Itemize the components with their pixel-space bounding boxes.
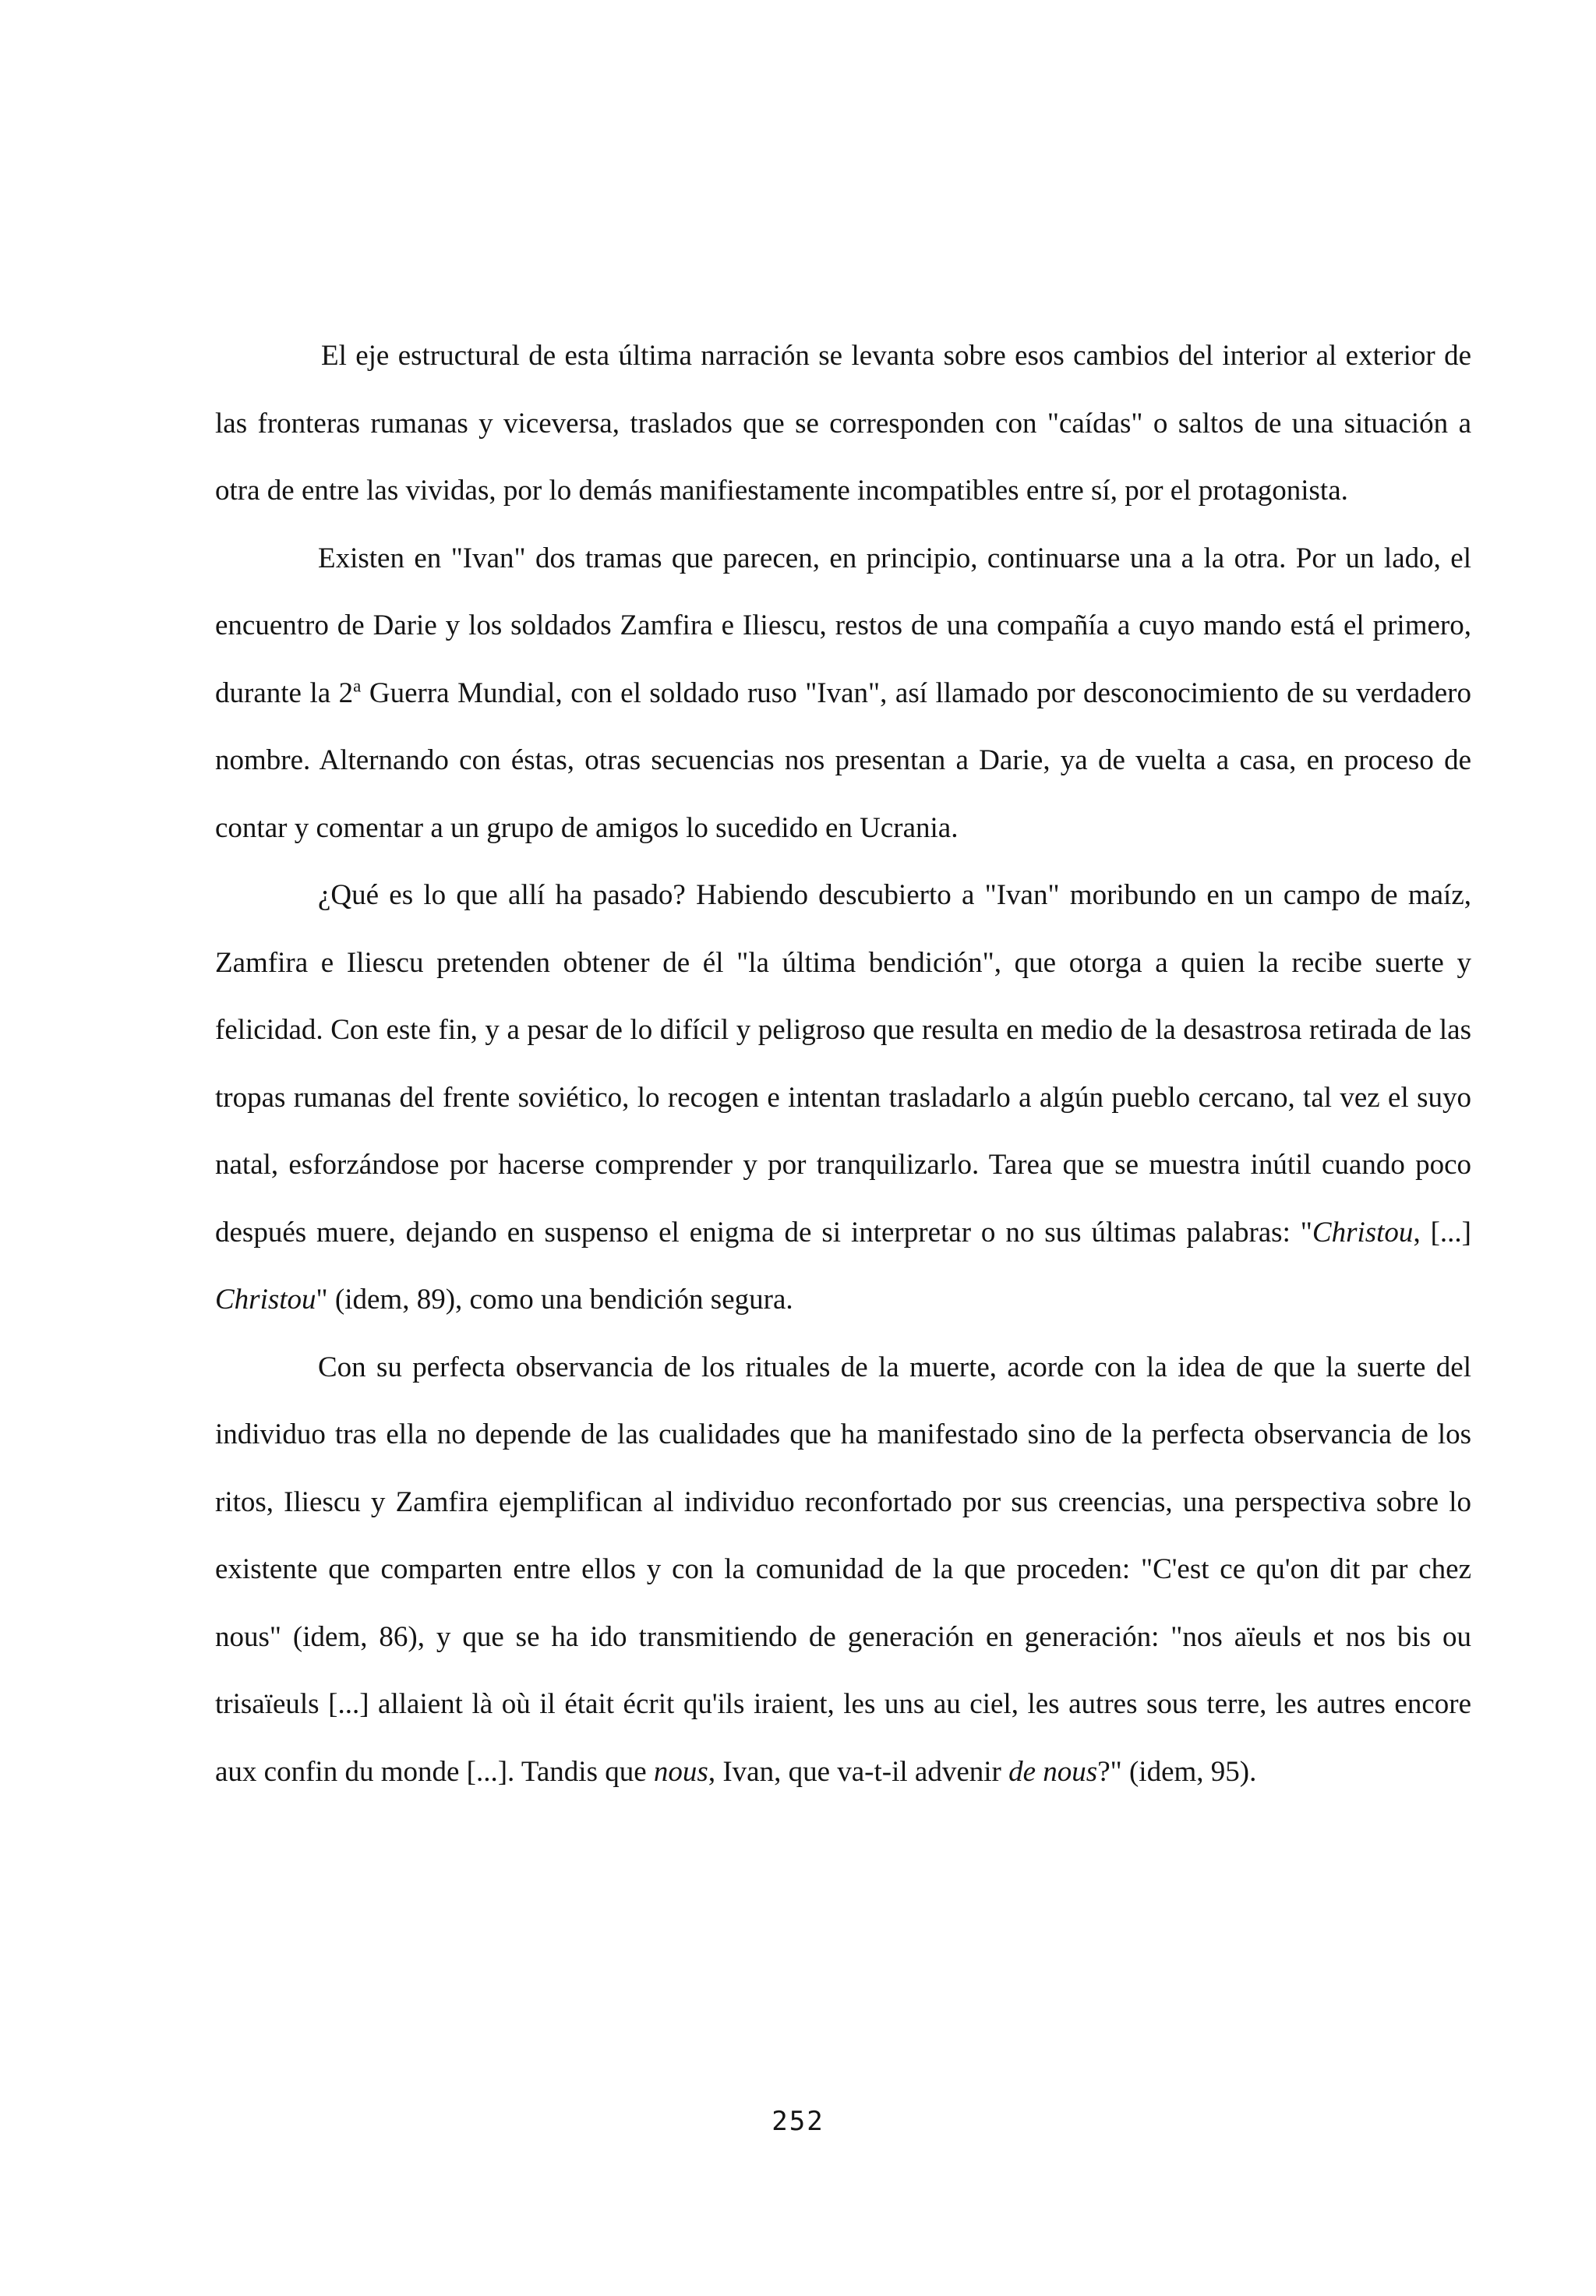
body-text	[215, 323, 1471, 1806]
paragraph-2-text-a: Existen en "Ivan" dos tramas que parecen, en principio, continuarse una a la otra. Por un lado, el encuentro de Darie y los soldados Zamfira e Iliescu, restos de una compañía a cuyo mando está el primero, durante la 2	[215, 542, 1471, 709]
quote-italic-de-nous: de nous	[1008, 1755, 1098, 1788]
paragraph-4-text-b: , Ivan, que va-t-il advenir	[708, 1755, 1009, 1788]
paragraph-4-text-c: ?" (idem, 95).	[1097, 1755, 1257, 1788]
page-number: 252	[772, 2106, 824, 2137]
quote-italic-2: Christou	[215, 1284, 316, 1316]
quote-italic-1: Christou	[1312, 1216, 1414, 1249]
paragraph-3-text-a: ¿Qué es lo que allí ha pasado? Habiendo descubierto a "Ivan" moribundo en un campo de maíz, Zamfira e Iliescu pretenden obtener de él "la última bendición", que otorga a quien la recibe suerte y felicidad. Con este fin, y a pesar de lo difícil y peligroso que resulta en medio de la desastrosa retirada de las tropas rumanas del frente soviético, lo recogen e intentan trasladarlo a algún pueblo cercano, tal vez el suyo natal, esforzándose por hacerse comprender y por tranquilizarlo. Tarea que se muestra inútil cuando poco después muere, dejando en suspenso el enigma de si interpretar o no sus últimas palabras: "	[215, 879, 1471, 1249]
paragraph-3-text-c: " (idem, 89), como una bendición segura.	[316, 1284, 793, 1316]
paragraph-1-text: El eje estructural de esta última narración se levanta sobre esos cambios del interior al exterior de las fronteras rumanas y viceversa, traslados que se corresponden con "caídas" o saltos de una situación a otra de entre las vividas, por lo demás manifiestamente incompatibles entre sí, por el protagonista.	[215, 340, 1471, 507]
paragraph-3-text-b: , [...]	[1413, 1216, 1471, 1249]
paragraph-1	[215, 323, 1471, 525]
paragraph-4	[215, 1334, 1471, 1807]
paragraph-4-text-a: Con su perfecta observancia de los rituales de la muerte, acorde con la idea de que la suerte del individuo tras ella no depende de las cualidades que ha manifestado sino de la perfecta observancia de los ritos, Iliescu y Zamfira ejemplifican al individuo reconfortado por sus creencias, una perspectiva sobre lo existente que comparten entre ellos y con la comunidad de la que proceden: "C'est ce qu'on dit par chez nous" (idem, 86), y que se ha ido transmitiendo de generación en generación: "nos aïeuls et nos bis ou trisaïeuls [...] allaient là où il était écrit qu'ils iraient, les uns au ciel, les autres sous terre, les autres encore aux confin du monde [...]. Tandis que	[215, 1351, 1471, 1788]
paragraph-2	[215, 525, 1471, 863]
paragraph-2-text-b: Guerra Mundial, con el soldado ruso "Ivan", así llamado por desconocimiento de su verdadero nombre. Alternando con éstas, otras secuencias nos presentan a Darie, ya de vuelta a casa, en proceso de contar y comentar a un grupo de amigos lo sucedido en Ucrania.	[215, 676, 1471, 844]
ordinal-superscript: a	[353, 676, 362, 696]
paragraph-3	[215, 862, 1471, 1334]
quote-italic-nous: nous	[653, 1755, 708, 1788]
